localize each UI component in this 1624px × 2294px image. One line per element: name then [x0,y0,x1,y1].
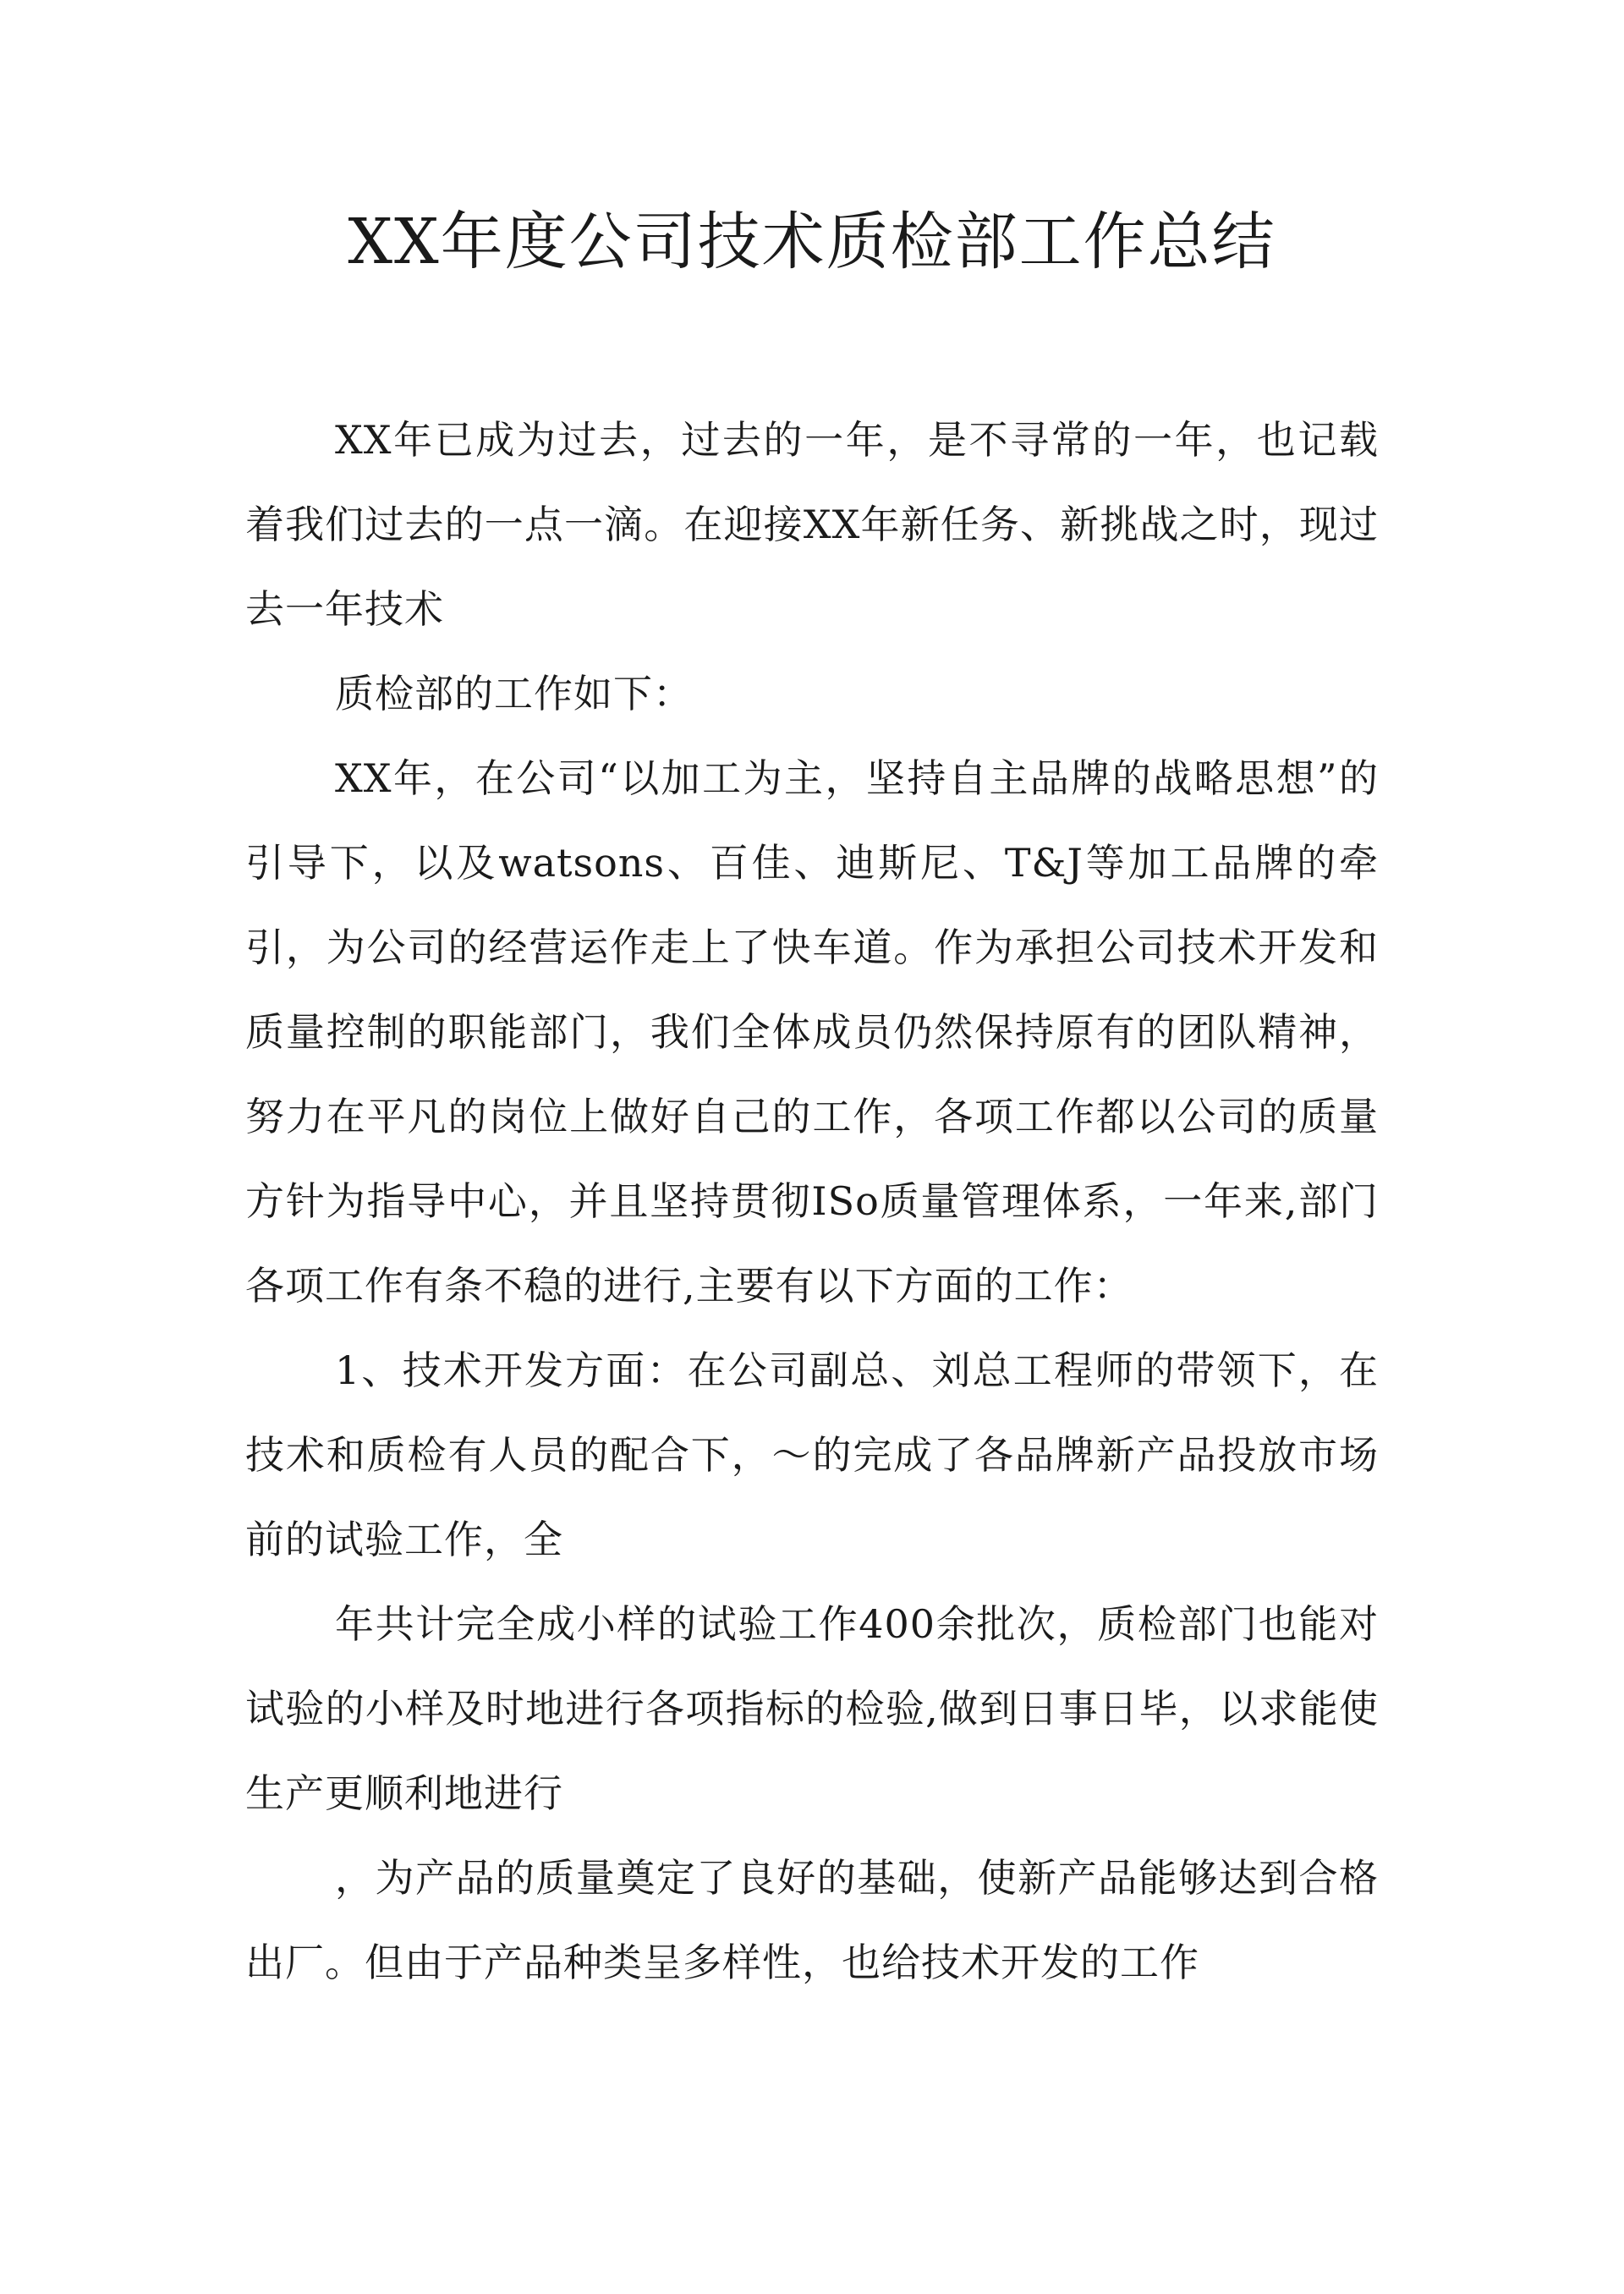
paragraph-5: 年共计完全成小样的试验工作400余批次，质检部门也能对试验的小样及时地进行各项指标的检验,做到日事日毕，以求能使生产更顺利地进行 [245,1601,1379,1816]
document-title: XX年度公司技术质检部工作总结 [348,206,1276,278]
paragraph-6: ，为产品的质量奠定了良好的基础，使新产品能够达到合格出厂。但由于产品种类呈多样性，也给技术开发的工作 [245,1855,1379,1985]
paragraph-2: 质检部的工作如下： [335,671,693,716]
paragraph-1: XX年已成为过去，过去的一年，是不寻常的一年，也记载着我们过去的一点一滴。在迎接XX年新任务、新挑战之时，现过去一年技术 [245,417,1379,632]
paragraph-4: 1、技术开发方面：在公司副总、刘总工程师的带领下，在技术和质检有人员的配合下，～的完成了各品牌新产品投放市场前的试验工作，全 [245,1347,1379,1562]
paragraph-3: XX年，在公司“以加工为主，坚持自主品牌的战略思想”的引导下，以及watsons、百佳、迪斯尼、T&J等加工品牌的牵引，为公司的经营运作走上了快车道。作为承担公司技术开发和质量控制的职能部门，我们全体成员仍然保持原有的团队精神，努力在平凡的岗位上做好自己的工作，各项工作都以公司的质量方针为指导中心，并且坚持贯彻ISo质量管理体系，一年来,部门各项工作有条不稳的进行,主要有以下方面的工作： [245,755,1379,1309]
document-body [245,398,1379,2005]
